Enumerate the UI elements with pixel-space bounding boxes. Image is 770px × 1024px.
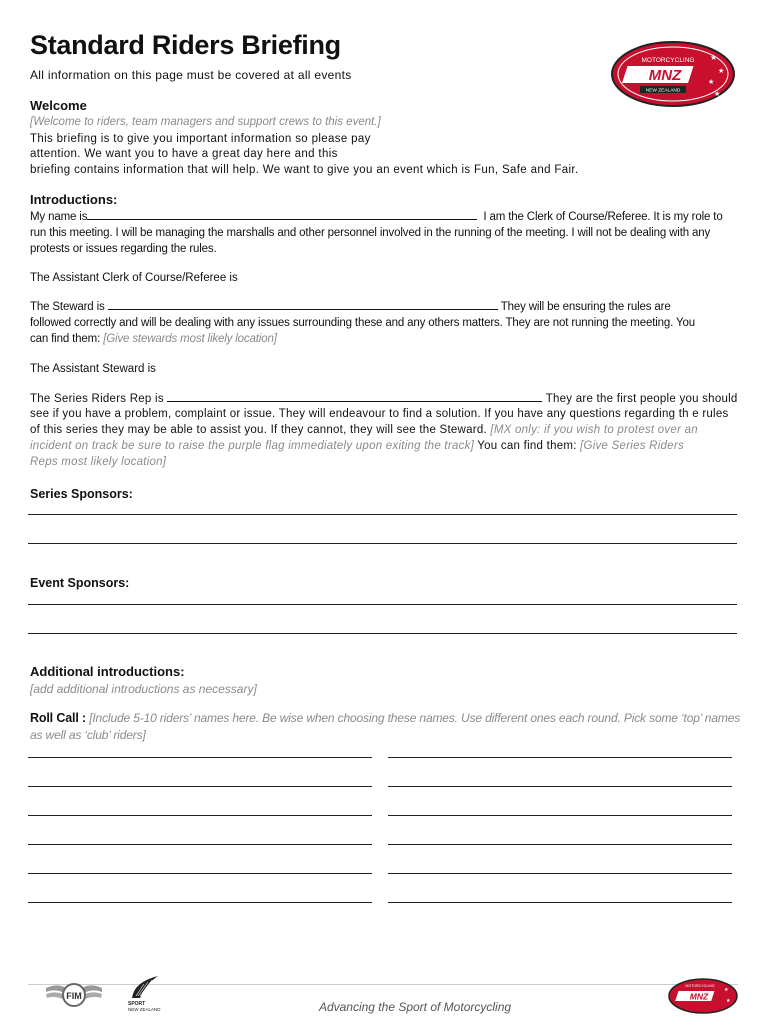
clerk-paragraph-line-2: run this meeting. I will be managing the marshalls and other personnel involved in the running of the meeting. I will not be dealing with any (30, 227, 711, 239)
roll-call-line-1 (30, 710, 740, 727)
logo-top-text: MOTORCYCLING (641, 57, 695, 64)
roll-call-blank-right-2[interactable] (388, 786, 732, 787)
roll-call-blank-left-5[interactable] (28, 873, 372, 874)
rep-find-text: You can find them: (477, 440, 577, 452)
purple-flag-note: incident on track be sure to raise the purple flag immediately upon exiting the track] (30, 440, 475, 452)
clerk-paragraph-line-1 (30, 208, 750, 226)
assistant-steward-line: The Assistant Steward is (30, 363, 156, 375)
star-icon: ★ (708, 78, 715, 86)
footer-logo-top-text: MOTORCYCLING (685, 984, 715, 988)
additional-intros-note: [add additional introductions as necessary] (30, 682, 257, 696)
roll-call-blank-left-3[interactable] (28, 815, 372, 816)
series-sponsors-line-2[interactable] (28, 543, 737, 544)
event-sponsors-line-1[interactable] (28, 604, 737, 605)
welcome-line-1: This briefing is to give you important information so please pay (30, 133, 371, 145)
mx-protest-note: [MX only: if you wish to protest over an (490, 424, 698, 436)
rep-location-note: [Give Series Riders (580, 440, 684, 452)
footer-tagline: Advancing the Sport of Motorcycling (318, 1000, 512, 1014)
fern-icon (132, 976, 158, 998)
rep-location-note-cont: Reps most likely location] (30, 456, 167, 468)
event-sponsors-line-2[interactable] (28, 633, 737, 634)
steward-intro-text: The Steward is (30, 301, 105, 313)
assistant-clerk-line: The Assistant Clerk of Course/Referee is (30, 272, 238, 284)
logo-bottom-text: NEW ZEALAND (645, 88, 681, 94)
welcome-heading: Welcome (30, 98, 87, 113)
mnz-logo (610, 40, 740, 108)
star-icon: ★ (726, 998, 731, 1004)
series-sponsors-line-1[interactable] (28, 514, 737, 515)
star-icon: ★ (718, 67, 725, 75)
roll-call-blank-left-2[interactable] (28, 786, 372, 787)
welcome-line-3: briefing contains information that will help. We want to give you an event which is Fun, Safe and Fair. (30, 164, 579, 176)
roll-call-blank-right-3[interactable] (388, 815, 732, 816)
rep-intro-text: The Series Riders Rep is (30, 393, 164, 405)
rep-line-3-text: of this series they may be able to assist you. If they cannot, they will see the Steward. (30, 424, 487, 436)
clerk-name-blank[interactable] (87, 208, 477, 220)
rep-name-blank[interactable] (167, 390, 542, 402)
clerk-intro-text: My name is (30, 211, 88, 223)
sport-nz-line-2: NEW ZEALAND (128, 1007, 161, 1012)
clerk-paragraph-line-3: protests or issues regarding the rules. (30, 243, 217, 255)
welcome-note: [Welcome to riders, team managers and support crews to this event.] (30, 116, 381, 128)
rep-line-4 (30, 438, 684, 455)
roll-call-blank-left-4[interactable] (28, 844, 372, 845)
roll-call-note-cont: as well as ‘club’ riders] (30, 728, 146, 742)
rep-role-text: They are the first people you should (545, 393, 738, 405)
star-icon: ★ (710, 53, 718, 62)
welcome-line-2: attention. We want you to have a great day here and this (30, 148, 338, 160)
roll-call-blank-right-1[interactable] (388, 757, 732, 758)
roll-call-blank-right-6[interactable] (388, 902, 732, 903)
roll-call-blank-right-5[interactable] (388, 873, 732, 874)
roll-call-blank-left-1[interactable] (28, 757, 372, 758)
additional-intros-heading: Additional introductions: (30, 664, 185, 679)
roll-call-note: [Include 5-10 riders’ names here. Be wise when choosing these names. Use different ones each round. Pick some ‘top’ names (89, 711, 741, 725)
page-subtitle: All information on this page must be covered at all events (30, 68, 352, 82)
star-icon: ★ (724, 987, 729, 993)
clerk-role-text: I am the Clerk of Course/Referee. It is my role to (483, 211, 723, 223)
steward-find-text: can find them: (30, 333, 101, 345)
introductions-heading: Introductions: (30, 192, 118, 207)
event-sponsors-heading: Event Sponsors: (30, 576, 130, 590)
rep-line-2: see if you have a problem, complaint or issue. They will endeavour to find a solution. If you have any questions regarding th e rules (30, 408, 729, 420)
star-icon: ★ (714, 90, 721, 98)
roll-call-blank-right-4[interactable] (388, 844, 732, 845)
footer-mnz-logo (667, 977, 739, 1015)
fim-logo-text: FIM (66, 991, 82, 1001)
roll-call-heading: Roll Call : (30, 711, 86, 725)
steward-location-note: [Give stewards most likely location] (103, 333, 277, 345)
sport-nz-line-1: SPORT (128, 1001, 146, 1007)
roll-call-blank-left-6[interactable] (28, 902, 372, 903)
rep-line-3 (30, 422, 698, 439)
footer-logo-main-text: MNZ (689, 991, 709, 1002)
steward-line-3 (30, 331, 277, 348)
page-title: Standard Riders Briefing (30, 30, 341, 60)
steward-line-2: followed correctly and will be dealing with any issues surrounding these and any others matters. They are not running the meeting. You (30, 317, 695, 329)
steward-line-1 (30, 298, 750, 316)
logo-main-text: MNZ (648, 67, 682, 84)
steward-role-text: They will be ensuring the rules are (500, 301, 671, 313)
steward-name-blank[interactable] (108, 298, 498, 310)
series-sponsors-heading: Series Sponsors: (30, 487, 133, 501)
